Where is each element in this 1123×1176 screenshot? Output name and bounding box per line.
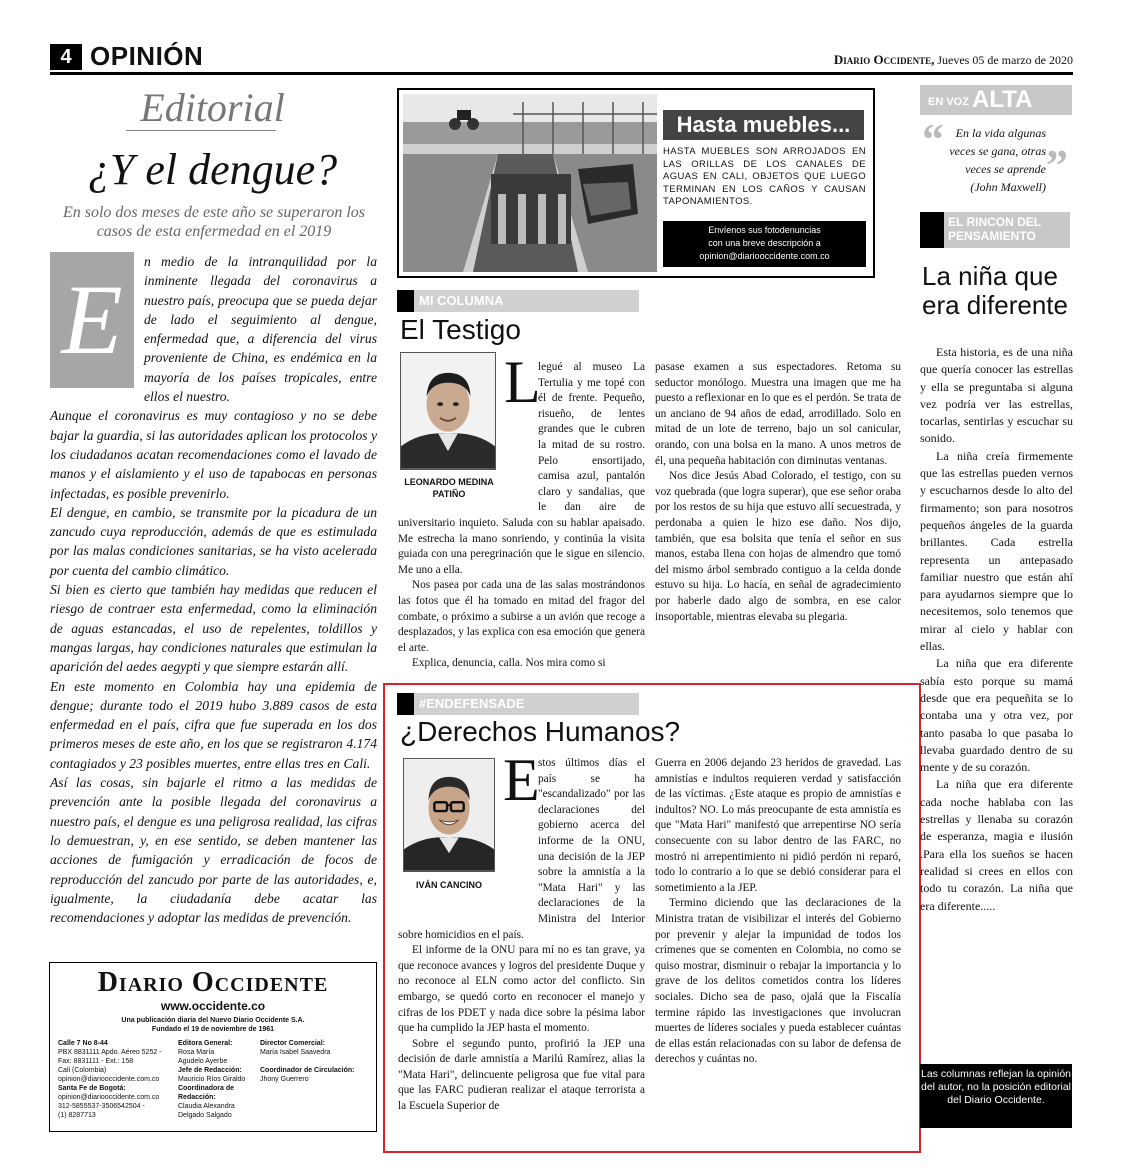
editorial-paragraph: Aunque el coronavirus es muy contagioso y no se debe bajar la guardia, si las autoridades aplican los protocolos y los ciudadanos acatan recomendaciones como el lavado de manos y el aislamiento y el uso de tapabocas en personas infectadas, es posible prevenirlo. xyxy=(50,408,377,501)
staff-name: Delgado Salgado xyxy=(178,1112,232,1119)
page-number: 4 xyxy=(50,44,82,70)
photo-denuncia-text: HASTA MUEBLES SON ARROJADOS EN LAS ORILLAS DE LOS CANALES DE AGUAS EN CALI, OBJETOS QUE LUEGO TERMINAN EN LOS CAÑOS Y CAUSAN TAPONAMIENTOS. xyxy=(663,146,866,207)
staff-role: Editora General: xyxy=(178,1040,233,1047)
masthead-address xyxy=(58,1039,170,1120)
bogota-title: Santa Fe de Bogotá: xyxy=(58,1085,126,1092)
rincon-paragraph: Esta historia, es de una niña que quería conocer las estrellas y ella se preguntaba si alguna vez podría ver las estrellas, tocarlas, sentirlas y escuchar su sonido. xyxy=(920,345,1073,446)
editorial-rule xyxy=(126,130,276,131)
article-paragraph: stos últimos días el país se ha "escandalizado" por las declaraciones del gobierno acerca del informe de la ONU, una decisión de la JEP sobre la amnistía a la "Mata Hari" y las declaraciones de la Ministra del Interior sobre homicidios en el país. xyxy=(398,757,645,941)
bogota-line: 312-5855537-3506542504 - xyxy=(58,1103,145,1110)
mi-columna-col-right xyxy=(655,360,901,625)
editorial-title: ¿Y el dengue? xyxy=(87,145,338,194)
staff-role: Coordinadora de Redacción: xyxy=(178,1085,235,1101)
mi-columna-col-left xyxy=(398,360,645,672)
rincon-body xyxy=(920,344,1073,915)
open-quote-icon: “ xyxy=(922,115,944,164)
alta-text: ALTA xyxy=(972,86,1033,113)
author-name: LEONARDO MEDINA PATIÑO xyxy=(404,477,494,499)
quote xyxy=(928,124,1046,196)
article-paragraph: pasase examen a sus espectadores. Retoma su seductor monólogo. Muestra una imagen que me ha puesto a reflexionar en lo que es el perdón. Se trata de un anciano de 94 años de edad, arrodillado. Solo en mitad de un lote de terreno, bajo un sol canicular, orando, con una bolsa en la mano. A unos metros de él, una pequeña habitación con diminutas ventanas. xyxy=(655,361,901,467)
editorial-body xyxy=(50,252,377,927)
editorial-label: Editorial xyxy=(140,85,285,130)
mi-columna-label xyxy=(397,290,639,312)
photo-denuncia-cta xyxy=(663,221,866,267)
mi-columna-label-text: MI COLUMNA xyxy=(419,293,504,308)
derechos-col-left xyxy=(398,756,645,1115)
canal-photo xyxy=(403,94,657,272)
author-name: IVÁN CANCINO xyxy=(415,880,482,890)
publication-line: Una publicación diaria del Nuevo Diario Occidente S.A. xyxy=(121,1017,305,1024)
label-block xyxy=(397,693,414,715)
newspaper-name: Diario Occidente, xyxy=(833,52,935,67)
staff-name: Agudelo Ayerbe xyxy=(178,1058,228,1065)
address-line: Fax: 8831111 - Ext.: 158 xyxy=(58,1058,134,1065)
article-paragraph: Nos dice Jesús Abad Colorado, el testigo, con su voz quebrada (que logra superar), que ese señor oraba por los restos de su hija que estuvo allí secuestrada, y perdonaba a quien le hizo ese daño. Nos dijo, también, que esa bolsita que tenía el señor en sus manos, estaba llena con hojas de almendro que tomó del mismo árbol sembrado contiguo a la celda donde estuvo su hija. Lo hacía, en señal de agradecimiento por haberle dado algo de sombra, en ese calor insoportable, mientras elevaba su plegaria. xyxy=(655,470,901,623)
article-paragraph: legué al museo La Tertulia y me topé con él de frente. Pequeño, risueño, de lentes grandes que le cubren la mitad de su rostro. Pelo ensortijado, camisa azul, pantalón claro y sandalias, que le dan aire de universitario inquieto. Saluda con su hablar apaisado. Me estrecha la mano sonriendo, y continúa la visita guiada con una peregrinación que le sigue en silencio. Me uno a ella. xyxy=(398,361,645,576)
staff-role: Jefe de Redacción: xyxy=(178,1067,242,1074)
article-paragraph: Explica, denuncia, calla. Nos mira como si xyxy=(412,657,606,670)
canal-photo-illustration xyxy=(403,94,657,272)
masthead-staff-2 xyxy=(260,1039,370,1084)
masthead-publication xyxy=(50,1016,376,1034)
section-title: OPINIÓN xyxy=(90,41,204,71)
article-paragraph: Termino diciendo que las declaraciones de la Ministra tratan de visibilizar el interés del Gobierno por prevenir y alejar la impunidad de todos los crímenes que se comenten en Colombia, no como se quiso mostrar, disminuir o rebajar la importancia y lo grave de los delitos cometidos contra los líderes sociales. Dicho sea de paso, ojalá que la Fiscalía termine rápido las investigaciones que involucran muertes de líderes sociales y pueda establecer cuántas de ellas están relacionadas con su labor de defensa de derechos y cuántas no. xyxy=(655,897,901,1066)
bogota-line[interactable]: opinion@diariooccidente.com.co xyxy=(58,1094,160,1101)
cta-email[interactable]: opinion@diariooccidente.com.co xyxy=(699,251,830,261)
close-quote-icon: ” xyxy=(1046,141,1068,190)
article-paragraph: Nos pasea por cada una de las salas mostrándonos las fotos que él ha tomado en mitad del fragor del combate, o próximo a subirse a un avión que recoge a desplazados, y las explica con esa emoción que genera el arte. xyxy=(398,579,645,654)
issue-date: Jueves 05 de marzo de 2020 xyxy=(937,53,1073,67)
rincon-title: La niña que era diferente xyxy=(922,261,1068,320)
en-voz-alta-label xyxy=(920,85,1072,115)
address-title: Calle 7 No 8-44 xyxy=(58,1040,108,1047)
staff-name: Rosa María xyxy=(178,1049,215,1056)
quote-author: (John Maxwell) xyxy=(970,180,1046,194)
rincon-paragraph: La niña creía firmemente que las estrellas pueden vernos y escucharnos desde lo alto del firmamento; son para nosotros pequeños ángeles de la guarda brillantes. Cada estrella representa un antepasado familiar nuestro que están ahí para ayudarnos siempre que lo necesitemos, solo tenemos que mirar al cielo y hablar con ellas. xyxy=(920,448,1073,654)
header-dateline xyxy=(834,52,1073,68)
masthead-url[interactable]: www.occidente.co xyxy=(160,999,266,1013)
masthead-box xyxy=(49,962,377,1132)
address-line: PBX 8831111 Apdo. Aéreo 5252 - xyxy=(58,1049,162,1056)
mi-columna-dropcap: L xyxy=(504,349,541,415)
derechos-col-right xyxy=(655,756,901,1068)
editorial-paragraph: n medio de la intranquilidad por la inminente llegada del coronavirus a nuestro país, preocupa que se pueda dejar de lado el seguimiento al dengue, enfermedad que, a diferencia del virus proveniente de China, es endémica en la mayoría de los países tropicales, entre ellos el nuestro. xyxy=(144,254,377,405)
cta-line: Envíenos sus fotodenuncias xyxy=(708,225,821,235)
founded-line: Fundado el 19 de noviembre de 1961 xyxy=(151,1026,275,1033)
masthead-name: Diario Occidente xyxy=(97,967,329,998)
editorial-dropcap: E xyxy=(50,252,134,388)
rincon-label-text: EL RINCON DEL PENSAMIENTO xyxy=(948,215,1041,243)
derechos-humanos-title: ¿Derechos Humanos? xyxy=(400,716,681,747)
address-email[interactable]: opinion@diariooccidente.com.co xyxy=(58,1076,160,1083)
endefensade-label-text: #ENDEFENSADE xyxy=(419,696,525,711)
derechos-dropcap: E xyxy=(503,747,540,813)
bogota-line: (1) 8287713 xyxy=(58,1112,96,1119)
rincon-label xyxy=(920,212,1070,248)
staff-name: Jhony Guerrero xyxy=(260,1076,309,1083)
header-rule xyxy=(50,72,1073,75)
masthead-staff-1 xyxy=(178,1039,258,1120)
endefensade-label xyxy=(397,693,639,715)
editorial-paragraph: En este momento en Colombia hay una epidemia de dengue; durante todo el 2019 hubo 3.889 casos de esta enfermedad en el país, cifra que fue superada en los dos primeros meses de este año, en los que se registraron 4.174 contagiados y 23 posibles muertes, entre ellas tres en Cali. xyxy=(50,678,377,771)
dropcap-spacer xyxy=(50,252,144,392)
address-line: Cali (Colombia) xyxy=(58,1067,107,1074)
editorial-paragraph: Si bien es cierto que también hay medidas que reducen el riesgo de contraer esta enfermedad, como la eliminación de aguas estancadas, el uso de repelentes, toldillos y mangas largas, hay condiciones naturales que estimulan la aparición del aedes aegypti y que siempre estarán allí. xyxy=(50,582,377,675)
article-paragraph: Sobre el segundo punto, profirió la JEP una decisión de darle amnistía a Marilú Ramírez, alias la "Mata Hari", delincuente peligrosa que fue vital para que las FARC pudieran realizar el ataque terrorista a la Escuela Superior de xyxy=(398,1037,645,1113)
label-block xyxy=(920,212,944,248)
staff-name: Claudia Alexandra xyxy=(178,1103,235,1110)
staff-name: Mauricio Ríos Giraldo xyxy=(178,1076,246,1083)
article-paragraph: Guerra en 2006 dejando 23 heridos de gravedad. Las amnistías e indultos requieren verdad y satisfacción de las víctimas. ¿Este ataque es propio de amnistías e indultos? NO. Lo más preocupante de esta amnistía es que "Mata Hari" manifestó que arrepentirse NO sería consecuente con su labor dentro de las FARC, no mostró ni arrepentimiento ni pidió perdón ni reparó, todo lo contrario a lo que se debió considerar para el sometimiento a la JEP. xyxy=(655,757,901,894)
editorial-subtitle: En solo dos meses de este año se superaron los casos de esta enfermedad en el 2019 xyxy=(62,204,366,240)
mi-columna-title: El Testigo xyxy=(400,314,521,345)
photo-spacer xyxy=(398,756,538,916)
label-block xyxy=(397,290,414,312)
staff-role: Coordinador de Circulación: xyxy=(260,1067,355,1074)
rincon-paragraph: La niña que era diferente sabía esto porque su mamá desde que era pequeñita se lo contaba una y otra vez, por tanto pasaba lo que pasaba lo llevaba guardado dentro de su mente y de su corazón. xyxy=(920,656,1073,775)
quote-text: En la vida algunas veces se gana, otras veces se aprende xyxy=(949,126,1046,176)
article-paragraph: El informe de la ONU para mí no es tan grave, ya que reconoce avances y logros del presidente Duque y no reconoce al ELN como actor del conflicto. Sin embargo, se quedó corto en reconocer el manejo y cifras de los PDET y nada dice sobre la pésima labor que ha cumplido la JEP hasta el momento. xyxy=(398,944,645,1035)
editorial-paragraph: El dengue, en cambio, se transmite por la picadura de un zancudo cuya reproducción, además de que es estimulada por las malas condiciones sanitarias, se ha visto acelerada por cuenta del cambio climático. xyxy=(50,504,377,578)
rincon-paragraph: La niña que era diferente cada noche hablaba con las estrellas y llenaba su corazón de esperanza, magia e ilusión .Para ella los sueños se hacen realidad si crees en ellos con todo tu corazón. La niña que era diferente..... xyxy=(920,777,1073,913)
cta-line: con una breve descripción a xyxy=(708,238,821,248)
photo-spacer xyxy=(398,360,538,510)
en-voz-text: EN VOZ xyxy=(928,96,969,108)
disclaimer-box: Las columnas reflejan la opinión del autor, no la posición editorial del Diario Occidente. xyxy=(920,1064,1072,1128)
editorial-paragraph: Así las cosas, sin bajarle el ritmo a las medidas de prevención ante la posible llegada del coronavirus a nuestro país, el dengue es una peligrosa realidad, las cifras lo demuestran, y, en ese sentido, se deben mantener las acciones de fumigación y erradicación de focos de reproducción del zancudo por parte de las autoridades, e, igualmente, la ciudadanía debe acatar las recomendaciones y adoptar las medidas de prevención. xyxy=(50,775,377,926)
staff-name: María Isabel Saavedra xyxy=(260,1049,331,1056)
staff-role: Director Comercial: xyxy=(260,1040,325,1047)
photo-denuncia-title: Hasta muebles... xyxy=(663,110,864,140)
